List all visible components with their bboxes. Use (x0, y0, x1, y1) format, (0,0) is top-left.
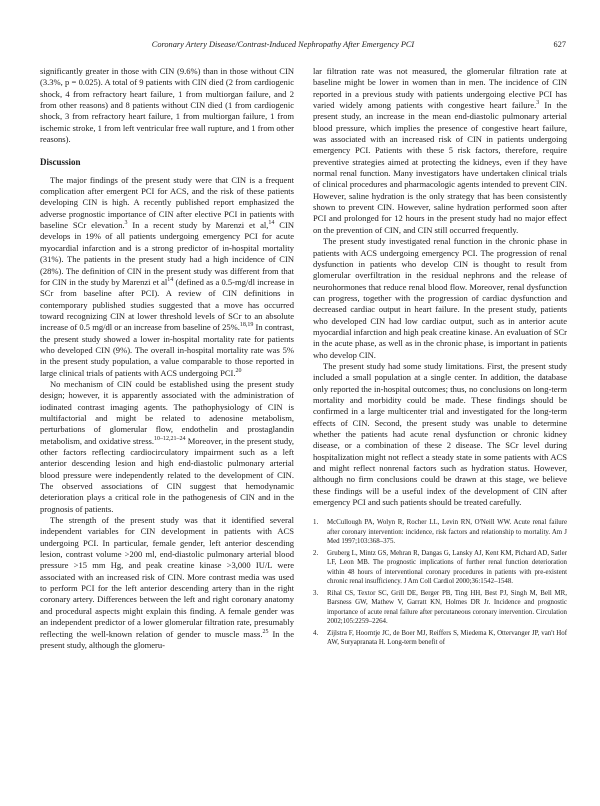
reference-item: 1. McCullough PA, Wolyn R, Rocher LL, Levin RN, O'Neill WW. Acute renal failure after coronary intervention: incidence, risk factors and relationship to mortality. Am J Med 1997;103:368–375. (313, 519, 567, 546)
running-header (40, 40, 566, 54)
left-column (40, 66, 294, 651)
discussion-paragraph-5: The present study investigated renal function in the chronic phase in patients with ACS undergoing emergency PCI. The progression of renal dysfunction in patients who develop CIN is thought to result from glomerular overfiltration in the residual nephrons and the release of neurohormones that reduce renal blood flow. Moreover, renal dysfunction can progress, together with the progression of cardiac dysfunction and decreased cardiac output in heart failure. In the present study, patients who developed CIN had low cardiac output, such as in anterior acute myocardial infarction and high peak creatine kinase. An evaluation of SCr in the acute phase, as well as in the chronic phase, is important in patients who develop CIN. (313, 236, 567, 360)
limitations-paragraph: The present study had some study limitations. First, the present study included a small population at a single center. In addition, the database only reported the in-hospital outcomes; thus, no conclusions on long-term mortality and morbidity could be made. These findings should be confirmed in a large multicenter trial and investigated for the long-term effects of CIN. Second, the present study was unable to determine whether the patients had acute renal dysfunction or chronic kidney disease, or a combination of these 2 disease. The SCr level during hospitalization might not reflect a steady state in some patients with ACS and might reflect nonrenal factors such as hydration status. However, although no firm conclusions could be drawn at this stage, we believe these findings will be a useful index of the development of CIN after emergency PCI and such patients should be treated carefully. (313, 360, 567, 508)
discussion-paragraph-1: The major findings of the present study were that CIN is a frequent complication after emergent PCI for ACS, and the risk of these patients developing CIN is high. A recently published report emphasized the adverse prognostic importance of CIN after elective PCI in patients with baseline SCr elevation.$^3$ In a recent study by Marenzi et al,$^{14}$ CIN develops in 19% of all patients undergoing emergency PCI for acute myocardial infarction and is a strong predictor of in-hospital mortality (31%). The patients in the present study had a high incidence of CIN (28%). The definition of CIN in the present study was different from that for CIN in the study by Marenzi et $al^{14}$ (defined as a 0.5-mg/dl increase in SCr from baseline after PCI). A review of CIN definitions in contemporary published studies suggested that a move has occurred toward recognizing CIN at lower threshold levels of SCr to an absolute increase of 0.5 mg/dl or an increase from baseline of 25%.$^{18,19}$ In contrast, the present study showed a lower in-hospital mortality rate for patients who developed CIN (9%). The overall in-hospital mortality rate was 5% in the present study population, a value comparable to those reported in large clinical trials of patients with ACS undergoing PCI.$^{20}$ (40, 174, 295, 378)
discussion-paragraph-3: The strength of the present study was that it identified several independent variables for CIN development in patients with ACS undergoing PCI. In particular, female gender, left anterior descending lesion, contrast volume >200 ml, end-diastolic pulmonary arterial blood pressure >15 mm Hg, and peak creatine kinase >3,000 IU/L were associated with an increased risk of CIN. More contrast media was used to perform PCI for the left anterior descending artery than in the right coronary artery. Differences between the left and right coronary anatomy and procedural aspects might explain this finding. A female gender was an independent predictor of a lower glomerular filtration rate, presumably reflecting the well-known relation of gender to muscle mass.$^{25}$ In the present study, although the glomeru- (40, 515, 295, 650)
running-title: Coronary Artery Disease/Contrast-Induced Nephropathy After Emergency PCI (151, 40, 415, 49)
discussion-heading: Discussion (40, 157, 81, 168)
page-number: 627 (553, 40, 566, 49)
results-paragraph: significantly greater in those with CIN (9.6%) than in those without CIN (3.3%, p = 0.025). A total of 9 patients with CIN died (2 from cardiogenic shock, 4 from refractory heart failure, 1 from multiorgan failure, and 2 from other reasons) and 8 patients without CIN died (1 from cardiogenic shock, 3 from refractory heart failure, 1 from multiorgan failure, 1 from ischemic stroke, 1 from left ventricular free wall rupture, and 1 from other reasons). (40, 66, 294, 145)
reference-item: 3. Rihal CS, Textor SC, Grill DE, Berger PB, Ting HH, Best PJ, Singh M, Bell MR, Barsness GW, Mathew V, Garratt KN, Holmes DR Jr. Incidence and prognostic importance of acute renal failure after percutaneous coronary intervention. Circulation 2002;105:2259–2264. (313, 589, 567, 626)
discussion-paragraph-2: No mechanism of CIN could be established using the present study design; however, it is apparently associated with the administration of iodinated contrast imaging agents. The pathophysiology of CIN is multifactorial and might be related to adenosine metabolism, perturbations of glomerular flow, endothelin and prostaglandin metabolism, and oxidative stress.$^{10-12,21-24}$ Moreover, in the present study, other factors reflecting cardiocirculatory impairment such as a left anterior descending lesion and high end-diastolic pulmonary arterial blood pressure were independently related to the development of CIN. The observed associations of CIN suggest that hemodynamic deterioration plays a critical role in the pathogenesis of CIN and in the prognosis of patients. (40, 378, 294, 514)
reference-item: 2. Gruberg L, Mintz GS, Mehran R, Dangas G, Lansky AJ, Kent KM, Pichard AD, Satler LF, Leon MB. The prognostic implications of further renal function deterioration within 48 hours of interventional coronary procedures in patients with pre-existent chronic renal insufficiency. J Am Coll Cardiol 2000;36:1542–1548. (313, 549, 567, 586)
right-column (313, 66, 567, 650)
reference-item: 4. Zijlstra F, Hoorntje JC, de Boer MJ, Reiffers S, Miedema K, Ottervanger JP, van't Hof AW, Suryapranata H. Long-term benefit of (313, 629, 567, 647)
discussion-paragraph-4: lar filtration rate was not measured, the glomerular filtration rate at baseline might be lower in women than in men. The incidence of CIN reported in a previous study with patients undergoing elective PCI has varied widely among patients with congestive heart failure.$^3$ In the present study, an increase in the mean end-diastolic pulmonary arterial blood pressure, which implies the presence of congestive heart failure, was associated with an increased risk of CIN in patients undergoing emergency PCI. Patients with these 5 risk factors, therefore, require preventive strategies aimed at protecting the kidneys, even if they have normal renal function. Many investigators have undertaken clinical trials of clinical procedures and pharmacologic agents intended to prevent CIN. However, saline hydration is the only strategy that has been consistently shown to prevent CIN. However, saline hydration performed soon after PCI and prolonged for 12 hours in the present study had no major effect on the prevention of CIN, and CIN still occurred frequently. (313, 66, 567, 235)
reference-list (313, 518, 567, 648)
